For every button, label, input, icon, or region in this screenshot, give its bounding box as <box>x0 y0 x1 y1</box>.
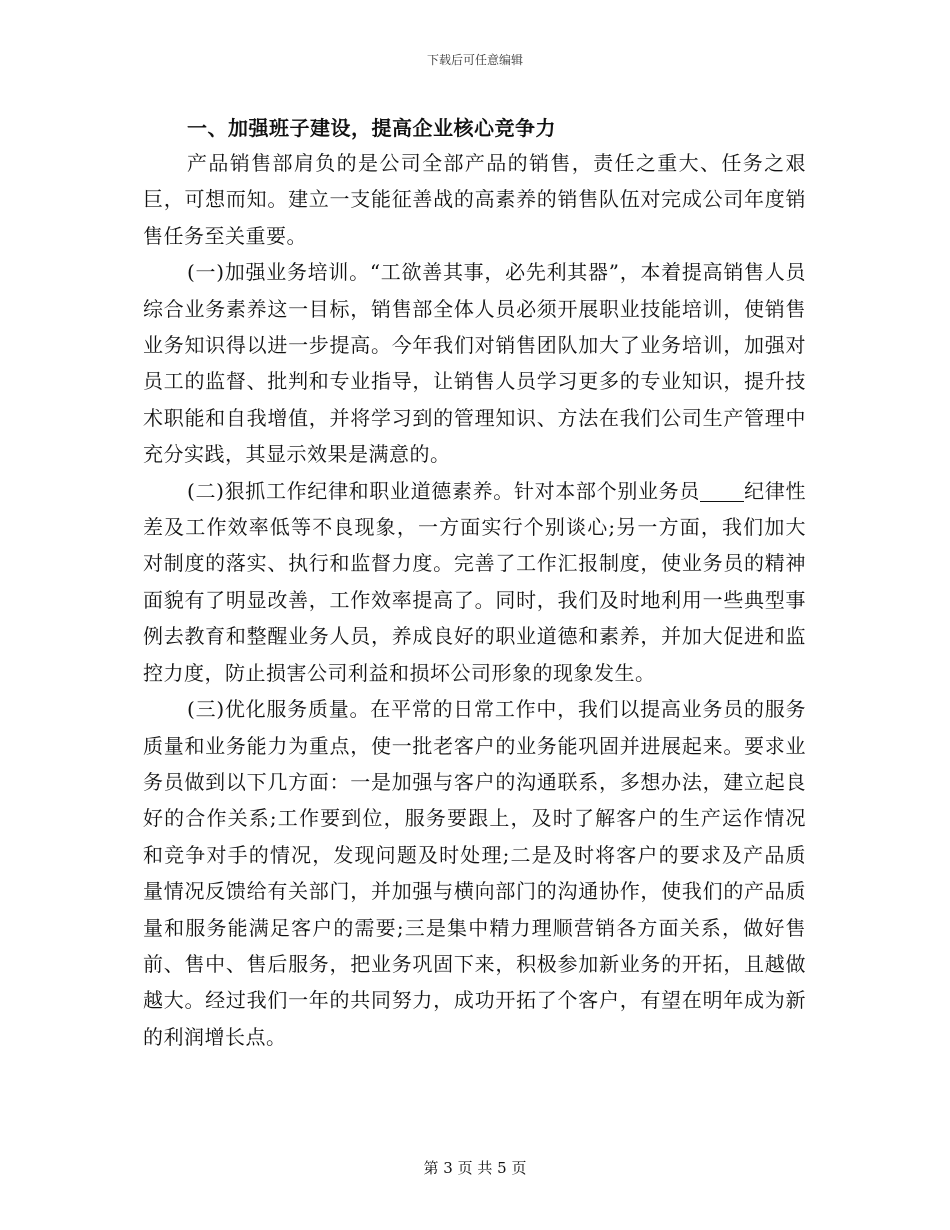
section-heading: 一、加强班子建设，提高企业核心竞争力 <box>187 116 556 140</box>
fill-in-blank <box>700 481 744 502</box>
page-header-note: 下载后可任意编辑 <box>426 53 523 67</box>
paragraph-training: (一)加强业务培训。“工欲善其事，必先利其器”，本着提高销售人员综合业务素养这一目标，销售部全体人员必须开展职业技能培训，使销售业务知识得以进一步提高。今年我们对销售团队加大了业务培训，加强对员工的监督、批判和专业指导，让销售人员学习更多的专业知识，提升技术职能和自我增值，并将学习到的管理知识、方法在我们公司生产管理中充分实践，其显示效果是满意的。 <box>143 260 806 467</box>
paragraph-discipline <box>143 473 806 691</box>
paragraph-discipline-end: 纪律性差及工作效率低等不良现象，一方面实行个别谈心;另一方面，我们加大对制度的落实、执行和监督力度。完善了工作汇报制度，使业务员的精神面貌有了明显改善，工作效率提高了。同时，我们及时地利用一些典型事例去教育和整醒业务人员，养成良好的职业道德和素养，并加大促进和监控力度，防止损害公司利益和损坏公司形象的现象发生。 <box>143 478 807 685</box>
paragraph-intro: 产品销售部肩负的是公司全部产品的销售，责任之重大、任务之艰巨，可想而知。建立一支能征善战的高素养的销售队伍对完成公司年度销售任务至关重要。 <box>143 151 806 248</box>
paragraph-discipline-start: (二)狠抓工作纪律和职业道德素养。针对本部个别业务员 <box>187 478 700 503</box>
paragraph-service-quality: (三)优化服务质量。在平常的日常工作中，我们以提高业务员的服务质量和业务能力为重点，使一批老客户的业务能巩固并进展起来。要求业务员做到以下几方面：一是加强与客户的沟通联系，多想办法，建立起良好的合作关系;工作要到位，服务要跟上，及时了解客户的生产运作情况和竞争对手的情况，发现问题及时处理;二是及时将客户的要求及产品质量情况反馈给有关部门，并加强与横向部门的沟通协作，使我们的产品质量和服务能满足客户的需要;三是集中精力理顺营销各方面关系，做好售前、售中、售后服务，把业务巩固下来，积极参加新业务的开拓，且越做越大。经过我们一年的共同努力，成功开拓了个客户，有望在明年成为新的利润增长点。 <box>143 697 806 1049</box>
document-body <box>143 111 806 1055</box>
page-number: 第 3 页 共 5 页 <box>423 1159 527 1177</box>
